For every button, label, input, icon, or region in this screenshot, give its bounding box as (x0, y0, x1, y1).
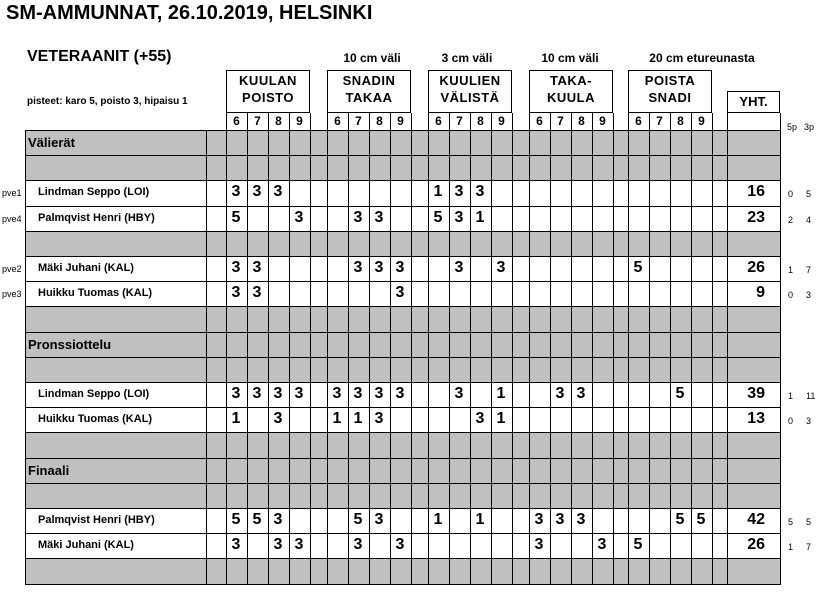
score-cell: 3 (273, 511, 283, 528)
count-3p: 7 (806, 542, 812, 553)
column-number: 7 (557, 114, 564, 128)
score-cell: 3 (597, 536, 607, 554)
column-number: 9 (599, 114, 606, 128)
grid-line (491, 113, 492, 584)
total-score: 42 (747, 511, 765, 528)
score-cell: 3 (273, 385, 283, 402)
grid-line (25, 231, 781, 232)
player-name: Huikku Tuomas (KAL) (38, 287, 153, 300)
score-cell: 3 (454, 385, 464, 402)
score-cell: 1 (353, 410, 363, 428)
group-header-line: SNADI (648, 90, 692, 105)
score-cell: 3 (475, 183, 485, 201)
player-name: Palmqvist Henri (HBY) (38, 514, 155, 526)
score-cell: 3 (374, 208, 384, 226)
total-score: 16 (747, 183, 765, 201)
score-cell: 3 (252, 284, 262, 302)
total-header: YHT. (727, 91, 780, 113)
score-cell: 3 (374, 410, 384, 428)
gray-separator-row (25, 357, 781, 383)
player-name: Mäki Juhani (KAL) (38, 539, 134, 552)
score-cell: 3 (395, 385, 405, 402)
score-cell: 3 (273, 183, 283, 201)
column-number: 6 (334, 114, 341, 128)
grid-line (25, 306, 781, 307)
grid-line (592, 113, 593, 584)
score-cell: 3 (374, 385, 384, 402)
score-cell: 3 (555, 511, 565, 528)
total-score: 39 (747, 385, 765, 402)
grid-line (289, 113, 290, 584)
group-header-kuulien-valista (428, 70, 512, 113)
score-cell: 3 (534, 511, 544, 528)
score-cell: 1 (433, 511, 443, 528)
count-5p: 1 (788, 391, 794, 401)
distance-label: 20 cm etureunasta (649, 51, 755, 65)
column-number: 9 (498, 114, 505, 128)
count-5p: 5 (788, 517, 794, 527)
section-label: Pronssiottelu (28, 336, 112, 352)
count-3p: 7 (806, 265, 812, 275)
group-header-line: KUULAN (239, 73, 297, 88)
grid-line (613, 113, 614, 584)
grid-line (25, 281, 781, 282)
column-number: 8 (677, 114, 684, 128)
player-name: Lindman Seppo (LOI) (38, 388, 150, 400)
gray-separator-row (25, 458, 781, 484)
gray-separator-row (25, 155, 781, 181)
grid-line (649, 113, 650, 584)
total-score: 13 (747, 410, 765, 428)
column-number: 7 (456, 114, 463, 128)
total-score: 9 (756, 284, 765, 302)
section-label: Välierät (28, 135, 75, 150)
column-number: 8 (275, 114, 282, 128)
count-3p: 11 (806, 391, 816, 401)
grid-line (390, 113, 391, 584)
score-cell: 1 (475, 208, 485, 226)
score-cell: 5 (633, 536, 643, 554)
group-header-line: SNADIN (342, 73, 396, 88)
column-number: 6 (635, 114, 642, 128)
score-cell: 5 (231, 511, 241, 528)
column-number: 7 (656, 114, 663, 128)
score-cell: 3 (353, 536, 363, 554)
column-number: 9 (397, 114, 404, 128)
column-number: 9 (698, 114, 705, 128)
count-5p: 0 (788, 189, 794, 200)
group-header-line: POISTO (242, 90, 294, 105)
grid-line (512, 113, 513, 584)
column-number: 8 (578, 114, 585, 128)
count-3p: 3 (806, 290, 812, 301)
gray-separator-row (25, 558, 781, 584)
score-cell: 3 (534, 536, 544, 554)
group-header-line: KUULIEN (439, 73, 501, 88)
score-cell: 1 (475, 511, 485, 528)
count-5p: 2 (788, 214, 794, 225)
column-number: 7 (355, 114, 362, 128)
grid-line (25, 432, 781, 433)
score-cell: 5 (696, 511, 706, 528)
score-cell: 3 (231, 259, 241, 276)
count-3p: 4 (806, 214, 812, 225)
gray-separator-row (25, 306, 781, 332)
score-cell: 3 (395, 536, 405, 554)
player-name: Huikku Tuomas (KAL) (38, 413, 153, 426)
grid-line (327, 113, 328, 584)
category-title: VETERAANIT (+55) (27, 48, 172, 65)
column-number: 6 (435, 114, 442, 128)
score-cell: 3 (252, 385, 262, 402)
score-cell: 3 (231, 183, 241, 201)
score-cell: 3 (294, 208, 304, 226)
score-cell: 1 (332, 410, 342, 428)
score-cell: 3 (475, 410, 485, 428)
score-cell: 5 (675, 511, 685, 528)
column-number: 8 (477, 114, 484, 128)
count-5p: 0 (788, 416, 794, 427)
grid-line (25, 206, 781, 207)
score-cell: 3 (353, 208, 363, 226)
column-number: 6 (233, 114, 240, 128)
grid-line (628, 113, 629, 584)
grid-line (25, 130, 781, 131)
score-cell: 3 (576, 385, 586, 402)
score-cell: 3 (231, 385, 241, 402)
grid-line (25, 533, 781, 534)
grid-line (25, 508, 781, 509)
gray-separator-row (25, 432, 781, 458)
grid-line (25, 357, 781, 358)
bracket-position: pve2 (2, 264, 22, 274)
score-cell: 3 (231, 536, 241, 554)
group-header-line: TAKA- (550, 73, 592, 88)
score-cell: 5 (353, 511, 363, 528)
score-cell: 1 (496, 385, 506, 402)
score-cell: 3 (294, 385, 304, 402)
score-cell: 3 (353, 259, 363, 276)
group-header-takakuula (529, 70, 613, 113)
grid-line (411, 113, 412, 584)
score-cell: 3 (273, 536, 283, 554)
group-header-line: KUULA (547, 90, 595, 105)
score-cell: 5 (231, 208, 241, 226)
header-5p: 5p (787, 122, 798, 132)
grid-line (25, 332, 781, 333)
group-header-kuulan-poisto (226, 70, 310, 113)
grid-line (25, 458, 781, 459)
score-cell: 3 (374, 259, 384, 276)
group-header-line: TAKAA (345, 90, 393, 105)
score-cell: 3 (496, 259, 506, 276)
total-score: 23 (747, 208, 765, 226)
group-header-line: POISTA (644, 73, 696, 88)
player-name: Palmqvist Henri (HBY) (38, 211, 155, 224)
score-cell: 3 (231, 284, 241, 302)
bracket-position: pve1 (2, 188, 22, 199)
score-cell: 5 (433, 208, 443, 226)
group-header-snadin-takaa (327, 70, 411, 113)
score-cell: 1 (496, 410, 506, 428)
distance-label: 3 cm väli (441, 51, 493, 65)
grid-line (780, 113, 781, 584)
count-3p: 5 (806, 189, 812, 200)
grid-line (25, 407, 781, 408)
grid-line (25, 155, 781, 156)
count-5p: 0 (788, 290, 794, 301)
score-cell: 3 (454, 259, 464, 276)
page-title: SM-AMMUNNAT, 26.10.2019, HELSINKI (6, 2, 373, 24)
gray-separator-row (25, 130, 781, 156)
points-note: pisteet: karo 5, poisto 3, hipaisu 1 (27, 96, 188, 107)
score-cell: 3 (252, 183, 262, 201)
column-number: 8 (376, 114, 383, 128)
gray-separator-row (25, 231, 781, 257)
group-header-line: VÄLISTÄ (440, 90, 500, 105)
score-cell: 5 (252, 511, 262, 528)
section-label: Finaali (28, 462, 70, 478)
distance-label: 10 cm väli (343, 51, 401, 65)
player-name: Lindman Seppo (LOI) (38, 186, 150, 199)
gray-separator-row (25, 483, 781, 509)
bracket-position: pve3 (2, 289, 22, 300)
score-cell: 3 (332, 385, 342, 402)
score-cell: 3 (374, 511, 384, 528)
score-cell: 3 (454, 208, 464, 226)
grid-line (25, 256, 781, 257)
grid-line (25, 584, 781, 585)
grid-line (712, 113, 713, 584)
distance-label: 10 cm väli (541, 51, 599, 65)
score-cell: 3 (454, 183, 464, 201)
bracket-position: pve4 (2, 213, 22, 224)
score-cell: 3 (294, 536, 304, 554)
gray-separator-row (25, 332, 781, 358)
score-cell: 3 (395, 284, 405, 302)
column-number: 9 (296, 114, 303, 128)
grid-line (25, 483, 781, 484)
player-name: Mäki Juhani (KAL) (38, 262, 134, 274)
score-cell: 5 (675, 385, 685, 402)
count-5p: 1 (788, 265, 794, 275)
score-cell: 1 (433, 183, 443, 201)
score-cell: 3 (273, 410, 283, 428)
grid-line (25, 382, 781, 383)
total-score: 26 (747, 536, 765, 554)
count-5p: 1 (788, 542, 794, 553)
score-cell: 3 (555, 385, 565, 402)
score-cell: 5 (633, 259, 643, 276)
score-cell: 3 (252, 259, 262, 276)
score-cell: 3 (353, 385, 363, 402)
column-number: 7 (254, 114, 261, 128)
score-cell: 1 (231, 410, 241, 428)
count-3p: 5 (806, 517, 812, 527)
group-header-poista-snadi (628, 70, 712, 113)
score-cell: 3 (395, 259, 405, 276)
count-3p: 3 (806, 416, 812, 427)
score-cell: 3 (576, 511, 586, 528)
grid-line (25, 180, 781, 181)
header-3p: 3p (804, 122, 815, 132)
column-number: 6 (536, 114, 543, 128)
grid-line (25, 558, 781, 559)
total-score: 26 (747, 259, 765, 276)
grid-line (310, 113, 311, 584)
